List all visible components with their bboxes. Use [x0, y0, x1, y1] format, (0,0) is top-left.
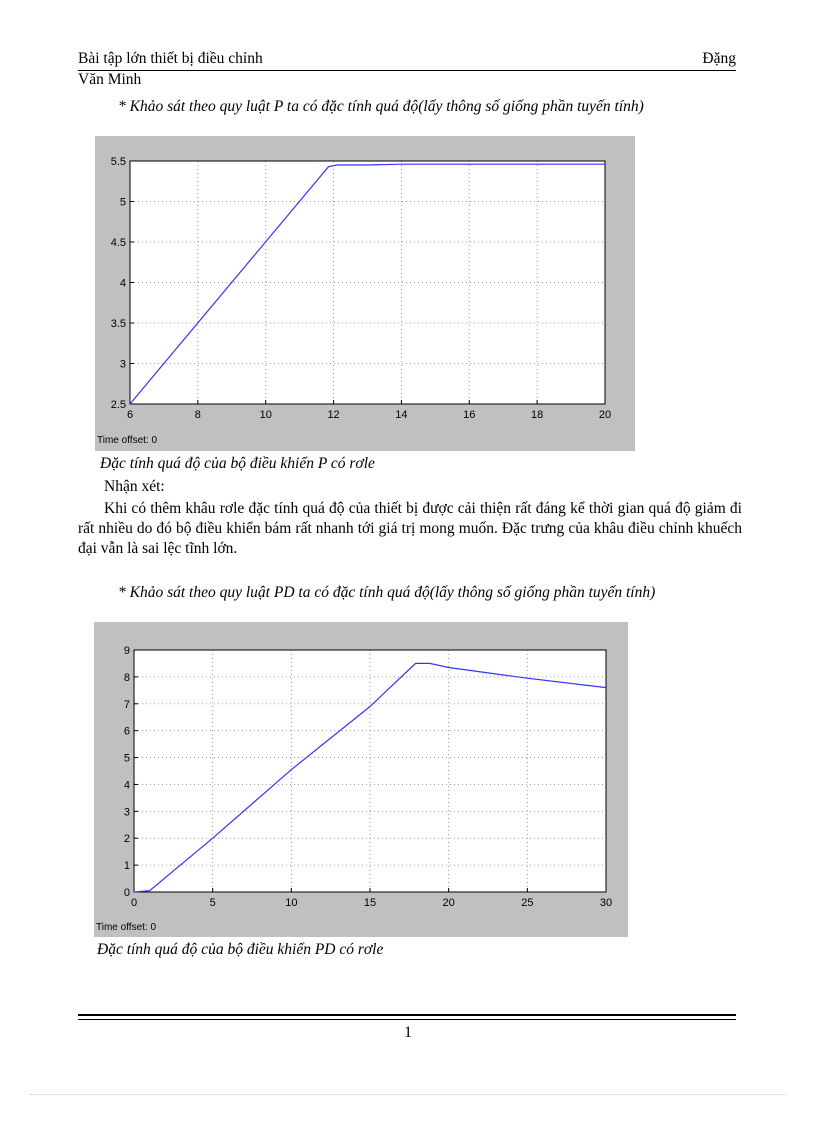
remark-text: Khi có thêm khâu rơle đặc tính quá độ của thiết bị được cải thiện rất đáng kể thời gian quá độ giảm đi rất nhiều do đó bộ điều khiển bám rất nhanh tới giá trị mong muốn. Đặc trưng của khâu điều chỉnh khuếch đại vẫn là sai lệc tĩnh lớn. — [78, 500, 742, 557]
x-tick-label: 18 — [531, 409, 544, 421]
section2-intro: * Khảo sát theo quy luật PD ta có đặc tính quá độ(lấy thông số giống phần tuyến tính) — [118, 584, 656, 601]
section1-intro: * Khảo sát theo quy luật P ta có đặc tính quá độ(lấy thông số giống phần tuyến tính) — [118, 98, 644, 115]
x-tick-label: 16 — [463, 409, 476, 421]
x-tick-label: 20 — [442, 897, 455, 909]
page-number: 1 — [404, 1024, 412, 1041]
y-tick-label: 4 — [119, 277, 126, 290]
y-tick-label: 2.5 — [110, 399, 126, 411]
x-tick-label: 12 — [327, 409, 340, 421]
y-tick-label: 8 — [123, 671, 130, 684]
x-tick-label: 6 — [126, 409, 134, 421]
x-tick-label: 14 — [395, 409, 408, 421]
scope-plot-pd — [94, 622, 628, 937]
y-tick-label: 3.5 — [110, 318, 126, 330]
x-tick-label: 0 — [130, 897, 138, 909]
x-tick-label: 5 — [209, 897, 216, 909]
x-tick-label: 25 — [521, 897, 534, 909]
footer-rule-thin — [78, 1019, 736, 1020]
scope-plot-pd-svg — [94, 622, 628, 937]
header-title: Bài tập lớn thiết bị điều chỉnh — [78, 50, 263, 67]
y-tick-label: 5 — [119, 196, 126, 209]
header-author-continuation: Văn Minh — [78, 71, 142, 88]
remark-title: Nhận xét: — [104, 478, 165, 495]
y-tick-label: 9 — [123, 645, 130, 657]
y-tick-label: 7 — [123, 698, 130, 711]
x-tick-label: 20 — [598, 409, 612, 421]
x-tick-label: 30 — [599, 897, 613, 909]
header-rule — [78, 70, 736, 71]
y-tick-label: 2 — [123, 833, 130, 846]
plot-axes-area — [130, 161, 605, 404]
time-offset-label: Time offset: 0 — [97, 435, 158, 446]
page-bottom-dotted-line — [30, 1094, 786, 1095]
scope-plot-p — [95, 136, 635, 451]
y-tick-label: 1 — [123, 860, 130, 873]
y-tick-label: 0 — [123, 887, 130, 899]
y-tick-label: 4.5 — [110, 237, 126, 249]
y-tick-label: 5.5 — [110, 156, 126, 168]
footer-rule-thick — [78, 1014, 736, 1016]
y-tick-label: 3 — [123, 806, 130, 819]
x-tick-label: 8 — [194, 409, 201, 421]
section1-caption: Đặc tính quá độ của bộ điều khiển P có rơle — [100, 455, 375, 472]
x-tick-label: 10 — [259, 409, 272, 421]
header-author: Đặng — [702, 50, 736, 67]
x-tick-label: 15 — [363, 897, 377, 909]
y-tick-label: 5 — [123, 752, 130, 765]
section2-caption: Đặc tính quá độ của bộ điều khiển PD có rơle — [97, 941, 384, 958]
scope-plot-p-svg — [95, 136, 635, 451]
x-tick-label: 10 — [285, 897, 298, 909]
y-tick-label: 6 — [123, 725, 130, 738]
y-tick-label: 3 — [119, 358, 126, 371]
y-tick-label: 4 — [123, 779, 130, 792]
time-offset-label: Time offset: 0 — [96, 922, 157, 933]
